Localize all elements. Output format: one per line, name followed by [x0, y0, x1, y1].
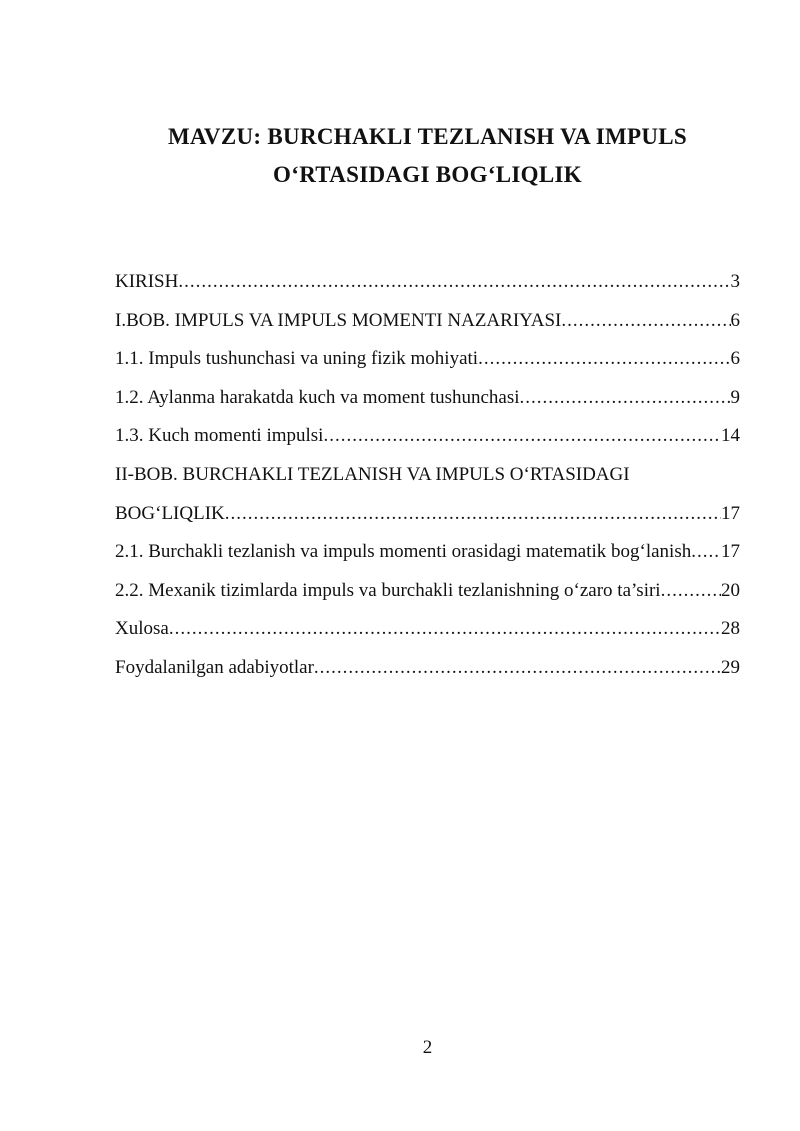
toc-dot-leader — [323, 417, 721, 456]
document-title-line1: MAVZU: BURCHAKLI TEZLANISH VA IMPULS — [167, 124, 688, 149]
toc-entry[interactable] — [115, 456, 740, 495]
toc-entry[interactable] — [115, 340, 740, 379]
toc-page-number: 9 — [730, 386, 740, 408]
toc-entry[interactable] — [115, 263, 740, 302]
toc-entry[interactable] — [115, 572, 740, 611]
page-footer — [115, 1036, 740, 1060]
toc-entry-label: 2.1. Burchakli tezlanish va impuls momenti orasidagi matematik bog‘lanish — [115, 541, 692, 563]
toc-page-number: 6 — [730, 348, 740, 370]
toc-dot-leader — [561, 302, 730, 341]
toc-page-number: 3 — [730, 271, 740, 292]
toc-dot-leader — [314, 649, 721, 688]
toc-dot-leader — [169, 610, 721, 649]
toc-entry-label: II-BOB. BURCHAKLI TEZLANISH VA IMPULS O‘RTASIDAGI — [115, 463, 630, 485]
toc-entry-label: BOG‘LIQLIK — [115, 502, 225, 524]
toc-page-number: 17 — [721, 502, 740, 524]
toc-entry[interactable] — [115, 610, 740, 649]
toc-entry-label: Foydalanilgan adabiyotlar — [115, 656, 314, 678]
toc-entry-label: 1.1. Impuls tushunchasi va uning fizik mohiyati — [115, 348, 479, 370]
document-title — [115, 0, 740, 194]
toc-page-number: 17 — [721, 541, 740, 563]
document-title-line2: O‘RTASIDAGI BOG‘LIQLIK — [273, 162, 582, 187]
toc-entry[interactable] — [115, 302, 740, 341]
page-number: 2 — [422, 1037, 433, 1058]
toc-entry[interactable] — [115, 495, 740, 534]
toc-page-number: 6 — [730, 309, 740, 331]
toc-dot-leader — [691, 533, 721, 572]
toc-entry[interactable] — [115, 533, 740, 572]
toc-page-number: 28 — [721, 618, 740, 640]
toc-entry-label: 2.2. Mexanik tizimlarda impuls va burchakli tezlanishning o‘zaro ta’siri — [115, 579, 661, 601]
toc-page-number: 20 — [721, 579, 740, 601]
toc-page-number: 14 — [721, 425, 740, 447]
toc-dot-leader — [178, 263, 730, 302]
toc-entry-label: 1.3. Kuch momenti impulsi — [115, 425, 324, 447]
toc-entry-label: 1.2. Aylanma harakatda kuch va moment tushunchasi — [115, 386, 520, 408]
toc-entry-label: I.BOB. IMPULS VA IMPULS MOMENTI NAZARIYASI — [115, 309, 562, 331]
table-of-contents — [115, 263, 740, 688]
toc-dot-leader — [661, 572, 721, 611]
page-content — [115, 0, 740, 688]
toc-entry[interactable] — [115, 649, 740, 688]
toc-dot-leader — [520, 379, 731, 418]
toc-entry-label: KIRISH — [115, 271, 179, 292]
toc-dot-leader — [225, 495, 721, 534]
toc-page-number: 29 — [721, 656, 740, 678]
toc-dot-leader — [478, 340, 730, 379]
toc-entry[interactable] — [115, 379, 740, 418]
toc-entry[interactable] — [115, 417, 740, 456]
toc-entry-label: Xulosa — [115, 618, 169, 640]
